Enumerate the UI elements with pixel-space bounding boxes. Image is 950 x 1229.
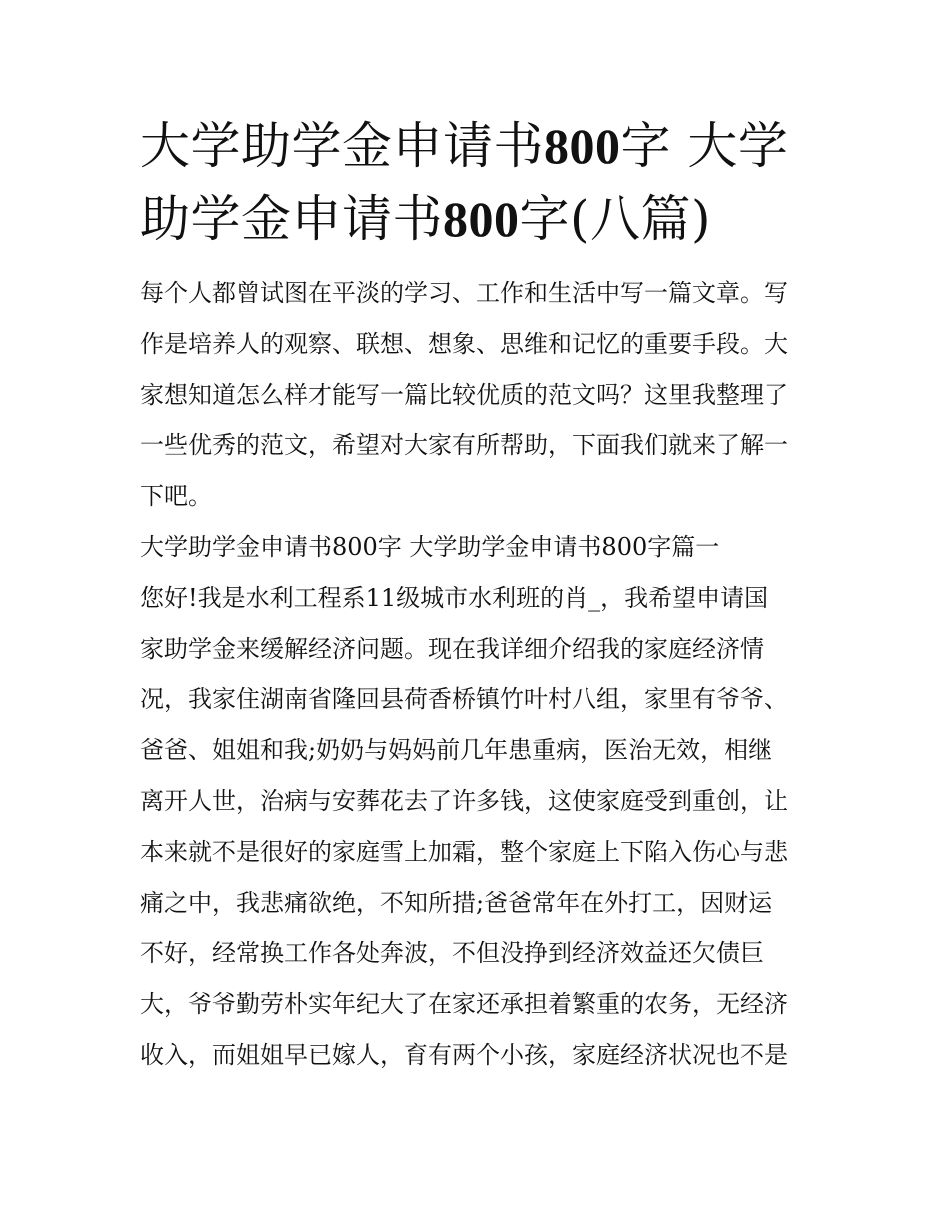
intro-paragraph xyxy=(140,268,812,522)
body-line: 爸爸、姐姐和我;奶奶与妈妈前几年患重病，医治无效，相继 xyxy=(140,736,773,765)
body-line: 况，我家住湖南省隆回县荷香桥镇竹叶村八组，家里有爷爷、 xyxy=(140,685,788,714)
intro-line: 作是培养人的观察、联想、想象、思维和记忆的重要手段。大 xyxy=(140,329,788,358)
body-line: 您好!我是水利工程系11级城市水利班的肖_，我希望申请国 xyxy=(140,583,769,612)
intro-line: 下吧。 xyxy=(140,482,212,511)
intro-line: 家想知道怎么样才能写一篇比较优质的范文吗？这里我整理了 xyxy=(140,380,788,409)
title-line-1: 大学助学金申请书800字 大学 xyxy=(140,117,789,175)
body-line: 家助学金来缓解经济问题。现在我详细介绍我的家庭经济情 xyxy=(140,634,764,663)
body-paragraph xyxy=(140,573,812,1081)
section-heading-text: 大学助学金申请书800字 大学助学金申请书800字篇一 xyxy=(140,532,720,561)
document-title xyxy=(140,110,812,256)
body-line: 不好，经常换工作各处奔波，不但没挣到经济效益还欠债巨 xyxy=(140,939,764,968)
body-line: 离开人世，治病与安葬花去了许多钱，这使家庭受到重创，让 xyxy=(140,786,788,815)
body-line: 本来就不是很好的家庭雪上加霜，整个家庭上下陷入伤心与悲 xyxy=(140,837,788,866)
intro-line: 一些优秀的范文，希望对大家有所帮助，下面我们就来了解一 xyxy=(140,431,788,460)
body-line: 收入，而姐姐早已嫁人，育有两个小孩，家庭经济状况也不是 xyxy=(140,1040,788,1069)
document-content xyxy=(140,110,812,1081)
body-line: 大，爷爷勤劳朴实年纪大了在家还承担着繁重的农务，无经济 xyxy=(140,990,788,1019)
intro-line: 每个人都曾试图在平淡的学习、工作和生活中写一篇文章。写 xyxy=(140,279,788,307)
body-line: 痛之中，我悲痛欲绝，不知所措;爸爸常年在外打工，因财运 xyxy=(140,888,773,917)
title-line-2: 助学金申请书800字(八篇) xyxy=(140,190,712,248)
section-heading xyxy=(140,522,812,573)
